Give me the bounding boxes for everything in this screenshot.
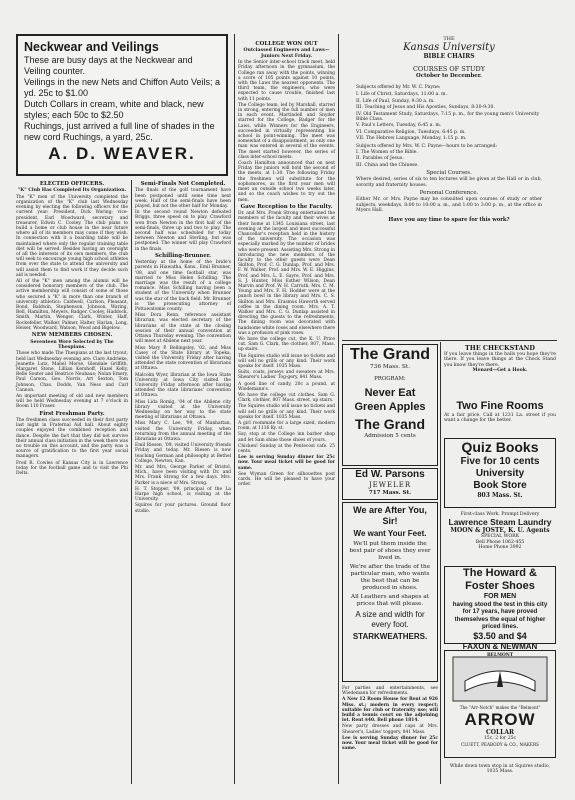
article-paragraph: Miss Lida Romig, '04 of the Abilene city library visited at the University Wednesday on her way to the state meeting of librarians at Ottawa.: [135, 399, 231, 421]
course-item: VI. Comparative Religion, Tuesdays, 6:45 p. m.: [356, 129, 466, 135]
squires-notice: [444, 764, 556, 784]
article-paragraph: The College team, led by Marshall, starred in strong, entering the full number of men in each event. Martindell and Snyder starred for the College, Badger for the Laws, while Winners for the Engineers, succeeded in virtually representing his school in point-winning. The meet was somewhat of a disappointment, as only one man was entered in several of the events. The meet started however, the series of class inter-school meets.: [238, 102, 335, 160]
checkstand-ad: [444, 344, 556, 398]
courses-heading: COURSES OF STUDY: [412, 65, 486, 73]
article-paragraph: Dr. and Mrs. Frank Strong entertained the members of the faculty and their wives at their home at 1345 Louisiana street, last evening at the largest and most successful Chancellor's reception held in the history of the university. The occasion was especially marked by the number of brides who were present. Assisting Mrs. Strong in introducing the new members of the faculty to the other guests were Dean Skilton, Prof. C. G. Dunlap, Prof. and Mrs. F. W. Walker, Prof. and Mrs. W. E. Higgins, Prof. and Mrs. L. E. Sayre, Prof. and Mrs. S. J. Hunter, Miss Esther Wilson, Dean Marvin and Prof. W. H. Carruth. Mrs. C. M. Young and Mrs. F. H. Hodder were at the punch bowl in the library and Mrs. C. S. Skilton and Mrs. Erasmus Haworth served coffee in the dining room. Mrs. A. T. Walker and Mrs. C. G. Dunlap assisted in directing the guests to the refreshments. The dining room was decorated with handsome white roses and elsewhere there was a profusion of pink roses.: [238, 211, 335, 336]
bible-name: Kansas University: [403, 42, 495, 53]
column-2: [135, 180, 231, 784]
course-item: II. Parables of Jesus.: [356, 156, 404, 162]
grand-theater-ad: [342, 344, 438, 466]
grand-feature: Green Apples: [354, 401, 426, 413]
notice: The Squires studio will issue no tickets and will sell no grills or any kind. Their work speaks for itself. 1035 Mass.: [238, 404, 335, 420]
article-paragraph: Emil Riesen, '09, visited University friends Friday and today. Mr. Riesen is now teaching German and philosophy at Bethel College, Newton, Kan.: [135, 443, 231, 464]
weaver-name: A. D. WEAVER.: [48, 144, 196, 163]
notice: A good line of candy, 20c a pound, at Wiedemann's.: [238, 381, 335, 392]
notice: Lee is serving Sunday dinner for 25c now. Your meal ticket will be good for same.: [238, 455, 335, 471]
notice: A New 12 Room House for Rent at 926 Miss. st.; modern in every respect; suitable for club or fraternity use; will build a tennis court on the adjoining lot. Rent $40. Bell phone 1814.: [342, 697, 438, 724]
parsons-name: Ed W. Parsons: [355, 469, 425, 480]
grand-admission: Admission 5 cents: [364, 433, 416, 439]
column-3: [238, 40, 335, 784]
weaver-veilings: Veilings in the new Nets and Chiffon Auto Veils; a yd. 25c to $1.00: [24, 77, 220, 98]
stark-text: We're after the trade of the particular man, who wants the best that can be produced in shoes.: [349, 564, 431, 591]
parsons-jeweler-ad: [342, 468, 438, 500]
quiz-address: 803 Mass. St.: [477, 492, 523, 499]
article-paragraph: In the Senior inter-school track meet, held Friday afternoon in the gymnasium, the College ran away with the points, winning a score of 105 points against 10 points, with the Laws the nearest opponents. The third team, the engineers, who were expected to cause trouble, finished last with 11 points.: [238, 60, 335, 102]
courses-list: [356, 150, 542, 168]
weaver-collars: Dutch Collars in cream, white and black, new styles; each 50c to $2.50: [24, 99, 204, 120]
weaver-headline: Neckwear and Veilings: [24, 40, 159, 54]
courses-intro: Subjects offered by Mr. W. C. Payne:: [356, 85, 441, 90]
laundry-special: SPECIAL WORK: [480, 534, 520, 540]
article-paragraph: Fred R. Cowles of Kansas City is in Lawrence today for the football game and to visit the Phi Delts.: [16, 460, 128, 476]
column-rule: [338, 34, 339, 784]
arrow-sub: COLLAR: [485, 729, 515, 737]
special-text: Where desired, series of six to ten lectures will be given at the Hall or in club, sorority and fraternity houses.: [356, 177, 542, 188]
column-rule: [234, 34, 235, 784]
course-item: I. Life of Christ, Saturdays, 11:00 a. m.: [356, 92, 447, 98]
collar-illustration: [445, 651, 555, 705]
rooms-ad: [444, 400, 556, 430]
special-heading: Special Courses.: [426, 170, 472, 177]
stark-text: All Leathers and shapes at prices that will please.: [350, 594, 430, 607]
quiz-books-ad: [444, 438, 556, 508]
article-paragraph: Malcolm Wyer, librarian at the Iowa State University at Iowa City visited the University Friday afternoon after having attended the state librarians' convention at Ottawa.: [135, 372, 231, 399]
laundry-phone: Home Phone 3992: [478, 545, 522, 551]
checkstand-text: If you leave things in the halls you hope they're there. If you leave things at the Check Stand you know they're there.: [444, 352, 556, 368]
course-item: IV. Old Testament Study, Saturdays, 7:15 p. m., for the young men's University Bible Class.: [356, 111, 540, 123]
course-item: VII. The Hebrew Language, Monday, 1:15 p. m.: [356, 136, 467, 142]
laundry-ad: [444, 512, 556, 558]
howard-text: having stood the test in this city for 17 years, have proved themselves the equal of higher priced lines.: [452, 601, 548, 631]
parsons-address: 717 Mass. St.: [368, 490, 412, 496]
howard-line: The Howard &: [463, 567, 537, 579]
stark-text: We'll put them inside the best pair of shoes they ever lived in.: [349, 541, 431, 561]
rooms-heading: Two Fine Rooms: [456, 400, 544, 412]
classifieds: [342, 686, 438, 784]
section-rule: [342, 340, 557, 341]
howard-store: FAXON & NEWMAN: [462, 641, 538, 651]
article-paragraph: An important meeting of old and new members will be held Wednesday evening at 7 o'clock in Room 110 Fraser.: [16, 393, 128, 410]
notice: The Squires studio will issue no tickets and will sell no grills or any kind. Their work speaks for itself. 1035 Mass.: [238, 353, 335, 369]
article-paragraph: Yesterday at the home of the bride's parents in Hiawatha, Kans., Emil Brunner, '08, and one time football star, was married to Miss Helen Schilling. The marriage was the result of a college romance. Miss Schilling having been a student of the University when Brunner was the star of the back field. Mr. Brunner is the prosecuting attorney of Pottawatomie county.: [135, 260, 231, 313]
notice: Lee is serving Sunday dinner for 25c now. Your meal ticket will be good for same.: [342, 735, 438, 752]
notice: We have the college cut, the K. U. Price cut. Sam G. Clark, the clothier, 807, Mass. up stairs.: [238, 336, 335, 353]
arrow-collar-ad: [444, 650, 556, 758]
laundry-agents: MOON & JOSTE, K. U. Agents: [450, 527, 550, 535]
howard-line: FOR MEN: [483, 593, 517, 600]
quiz-line: University: [475, 468, 525, 479]
conference-text: Either Mr. or Mrs. Payne may be consulted upon courses of study or other subjects, weekdays, 8:00 to 10:00 a. m., and 1:00 to 3:00 p. m., at the office in Myers Hall.: [356, 197, 542, 213]
arrow-maker: CLUETT, PEABODY & CO., MAKERS: [461, 741, 539, 747]
arrow-badge: BELMONT: [486, 653, 514, 658]
conference-heading: Personal Conference.: [419, 190, 479, 197]
stark-headline: We want Your Feet.: [353, 529, 427, 538]
course-item: V. Paul's Letters, Tuesday, 6:45 a. m.: [356, 123, 442, 129]
notice: We have the college cut clothes. Sam G. Clark, clothier, 807 Mass. street, up stairs.: [238, 393, 335, 404]
courses-list: [356, 92, 542, 141]
weaver-ruchings: Ruchings, just arrived a full line of shades in the new cord Ruchings, a yard, 25c.: [24, 121, 215, 142]
subheadline: Seventeen Were Selected by The Thespians.: [30, 339, 114, 350]
column-rule: [440, 342, 441, 784]
arrow-price: 15c, 2 for 25c: [483, 736, 517, 742]
notice: For parties and entertainments, see Wiedemann for refreshments.: [342, 686, 438, 697]
article-paragraph: Those who made The Thespians at the last tryout, held last Wednesday evening are: Clare Andrieke, Jeanette Lutz, Mabel Morse, Glendale Griffith, Margaret Stone, Lillian Kershoff, Hazel Kelly, Belle Souter and Beatrice Neuhaus; Nolan Emery, Paul Carson, Geo. Norris, Art Sexton, Tom Johnson, Chas. Dodds, Van Ness and Carl Cannon.: [16, 351, 128, 393]
notice: Suits, coats, jerseys and sweaters at Mrs. Shearer's Ladies' Tog-gery, 841 Mass.: [238, 370, 335, 381]
article-paragraph: In the second round Newton defeated Briggs, three speed on to play. Crawford won from Newton in the first half of the semi-finals, three up and two to play. The second half was scheduled for today between Newton and Sterling, but was postponed. The winner will play Crawford in the finals.: [135, 210, 231, 252]
course-item: III. Teaching of Jesus and His Apostles, Sundays, 8:30-9:30.: [356, 105, 495, 111]
parsons-trade: JEWELER: [368, 481, 412, 489]
course-item: II. Life of Paul, Sunday, 9:30 a. m.: [356, 98, 435, 104]
quiz-line: Quiz Books: [461, 439, 539, 455]
headline: Gave Reception to the Faculty.: [240, 203, 333, 210]
subheadline: Outclassed Engineers and Laws— Juniors Next Friday.: [243, 48, 330, 59]
headline: ELECTED OFFICERS.: [39, 181, 105, 187]
grand-feature: Never Eat: [364, 387, 416, 399]
stark-text: A size and width for every foot.: [355, 610, 425, 629]
howard-foster-ad: [444, 566, 556, 651]
article-paragraph: Mr. and Mrs. George Parker of Bristol, Mich., have been visiting with Dr. and Mrs. Frank Strong for a few days. Mrs. Parker is a niece of Mrs. Strong.: [135, 464, 231, 486]
article-paragraph: All of the "K" men among the alumni will be considered honorary members of the club. The active membership will consist of some of those who secured a "K" in more than one branch of university athletics: Caldwell, Carlson, Pleasant, Bond, Baldwin, Stephenson, Johnson, Waring, Bell, Hamilton, Meyers, Badger, Cooley, Haddock, Smith, Martin, Wenger, Clark, Winter, Haff, Rockefeller, Walker, Palmer, Halter, Harlan, Long, Heiser, Woodward, Watson, Wood and Bigelow.: [16, 279, 128, 331]
howard-line: Foster Shoes: [465, 580, 535, 592]
subheadline: "K" Club Has Completed Its Organization.: [17, 188, 127, 194]
laundry-phone: Bell Phone 1062-455: [475, 539, 525, 545]
article-paragraph: Squires for your pictures. Ground floor studio.: [135, 503, 231, 514]
quiz-line: Five for 10 cents: [460, 456, 540, 467]
headline: First Freshman Party.: [39, 410, 105, 417]
headline: Semi-Finals Not Completed.: [140, 181, 226, 187]
stark-name: STARKWEATHERS.: [352, 632, 428, 641]
bible-title: THE: [443, 36, 455, 42]
grand-program: PROGRAM:: [374, 376, 406, 382]
course-item: I. The Women of the Bible.: [356, 150, 418, 156]
quiz-line: Book Store: [473, 480, 527, 491]
article-paragraph: Miss Dora Renn, reference assistant librarian, was elected secretary of the librarians of the state at the closing session of their annual convention at Ottawa Thursday evening. The convention will meet at Abilene next year.: [135, 313, 231, 345]
stark-headline: We are After You, Sir!: [353, 505, 427, 526]
course-item: III. China and the Chinese.: [356, 162, 419, 168]
notice: Say, stop at the College inn barber shop and let Sam shine those shoes of yours.: [238, 432, 335, 443]
headline: Schilling-Brunner.: [154, 252, 212, 259]
courses-dates: October to December.: [416, 73, 482, 79]
article-paragraph: Miss Mary C. Lee, '99, of Manhattan, visited the University Friday, when returning from the annual meeting of the librarians at Ottawa.: [135, 421, 231, 442]
grand-address: 736 Mass. St.: [369, 364, 411, 370]
article-paragraph: Miss Mary P. Bellingsley, '02, and Miss Casey of the State library at Topeka, visited the University Friday after having attended the state convention of librarians at Ottawa.: [135, 345, 231, 372]
column-1: [16, 180, 128, 784]
laundry-top: First-class Work. Prompt Delivery: [460, 512, 540, 517]
rooms-text: At a fair price. Call at 1231 La. street if you want a change for the better.: [444, 413, 556, 424]
notice: Chicken! Sunday at the Pentecost cafe. 25 cents.: [238, 443, 335, 455]
article-paragraph: Coach Hamilton announced that on next Friday the juniors will hold the second of the meets, at 1:30. The following Friday the freshmen will substitute for the sophomores, as the first year men will meet an outside school two weeks later, and so the coach wishes to try out the men.: [238, 161, 335, 203]
weaver-intro: These are busy days at the Neckwear and Veiling counter.: [24, 55, 193, 76]
courses-intro: Subjects offered by Mrs. W. C. Payne—hours to be arranged:: [356, 143, 498, 149]
article-paragraph: The "K" men of the University completed the organization of the "K" club last Wednesday evening by electing the following officers for the current year: President, Dick Waring; vice-president, Earl Woodward; secretary and treasurer, Edwin C. Cooley. The club plans to build a home or club house in the near future where all of its members may come if they wish. In connection with it a boarding table will be maintained where only the regular training table diet will be served. Besides having an oversight of all the interests of its own members, the club will seek to encourage young high school athletes from over the state to attend the university and will assist them to find work if they decide such aid is needed.: [16, 194, 128, 278]
grand-title: The Grand: [354, 416, 425, 432]
headline: NEW MEMBERS CHOSEN.: [31, 332, 113, 339]
bible-question: Have you any time to spare for this work?: [388, 217, 510, 224]
headline: COLLEGE WON OUT: [255, 41, 318, 47]
article-paragraph: The finals of the golf tournament have been postponed until some time next week. Half of the semi-finals have been played, but not the other half for Monday.: [135, 188, 231, 210]
notice: See Wyman Green for silhouettes post cards. He will be pleased to have your order.: [238, 471, 335, 488]
starkweather-ad: [342, 502, 438, 682]
checkstand-tag: Menard—Get a Hook.: [472, 368, 528, 374]
notice: A girl roommate for a large sized, modern room, at 1116 Ky. st.: [238, 421, 335, 432]
notice: New party dresses and caps at Mrs. Shearer's, Ladies' toggery, 841 Mass.: [342, 724, 438, 735]
howard-prices: $3.50 and $4: [473, 630, 527, 641]
squires-text: While down town stop in at Squires studio, 1035 Mass.: [449, 764, 551, 775]
arrow-caption: The "Arr-Notch" makes the "Belmont": [459, 705, 541, 710]
checkstand-heading: THE CHECKSTAND: [465, 344, 535, 352]
bible-subtitle: BIBLE CHAIRS: [423, 53, 475, 60]
bible-chairs-ad: [342, 36, 556, 338]
laundry-name: Lawrence Steam Laundry: [448, 517, 552, 528]
article-paragraph: The freshmen class succeeded in their first party last night in Fraternal Aid hall. About eighty couples enjoyed the combined reception and dance. Despite the fact that they did not survive their annual class initiation in the week there was no trouble on this account, and the party was a source of gratification to the first year social managers.: [16, 417, 128, 460]
column-rule: [131, 180, 132, 784]
grand-title: The Grand: [349, 346, 430, 363]
arrow-brand: ARROW: [464, 710, 536, 730]
article-paragraph: H. T. Stopper, '09, principal of the La Harpe high school, is visiting at the University.: [135, 486, 231, 503]
weaver-ad: [16, 34, 228, 176]
